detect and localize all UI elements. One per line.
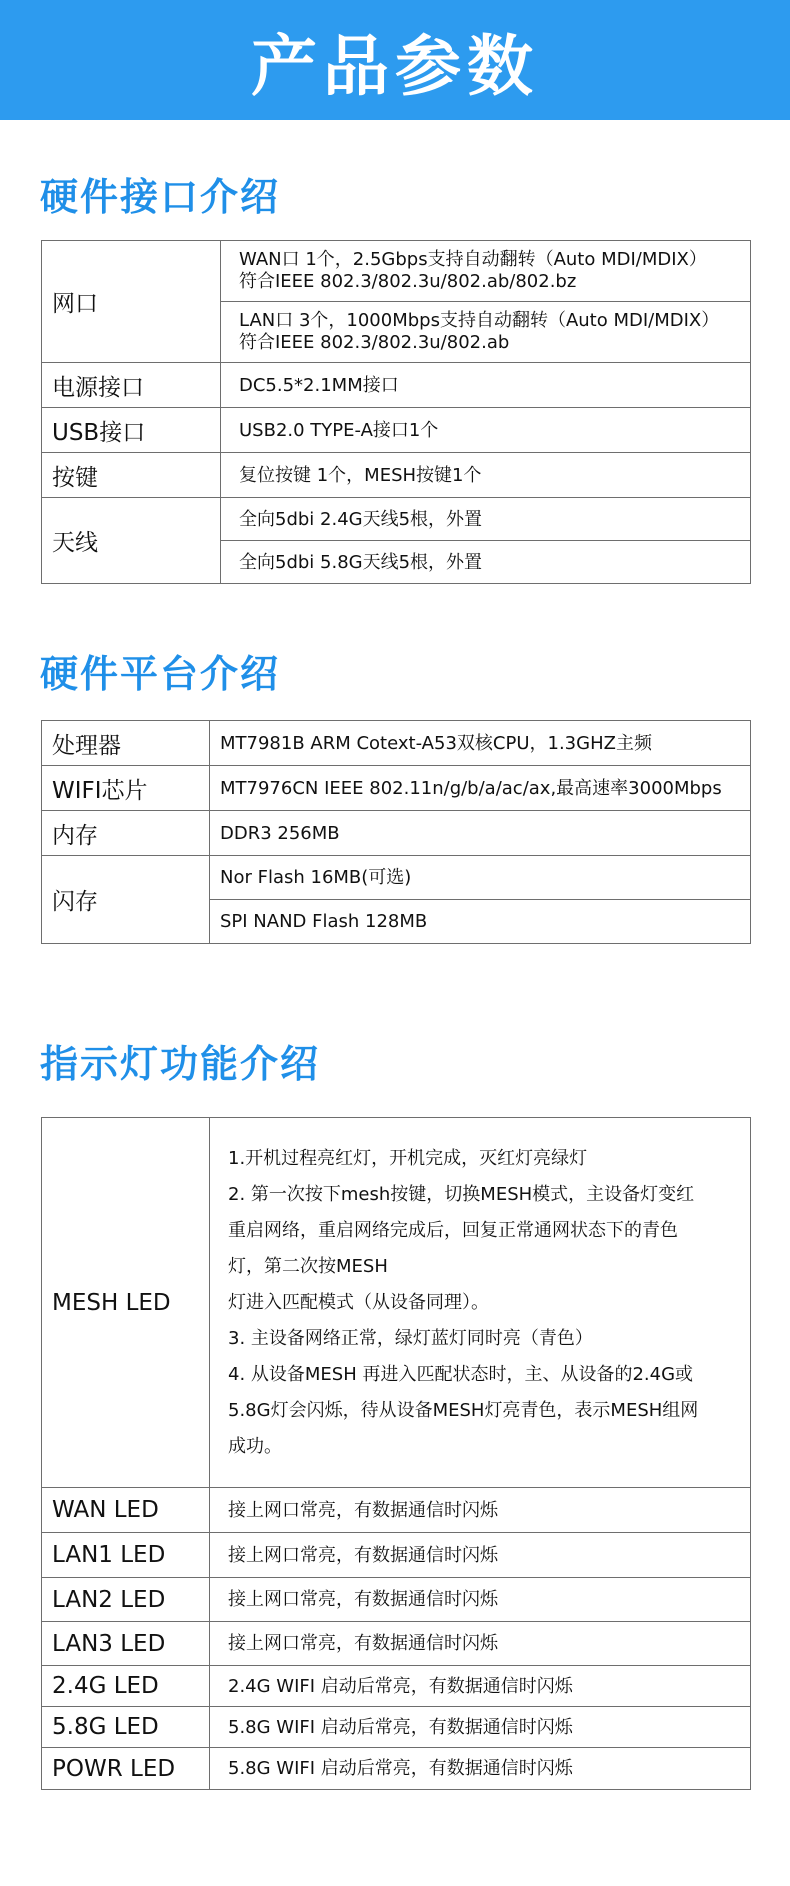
value-line: WAN口 1个，2.5Gbps支持自动翻转（Auto MDI/MDIX） [239, 249, 707, 270]
mesh-line: 2. 第一次按下mesh按键，切换MESH模式，主设备灯变红 [228, 1183, 695, 1205]
label-cell: WIFI芯片 [42, 766, 210, 811]
header-banner [0, 0, 790, 120]
table-row [42, 241, 751, 302]
label-cell: 闪存 [42, 856, 210, 944]
value-cell [221, 241, 751, 302]
section-title-hardware-platform: 硬件平台介绍 [40, 652, 281, 696]
mesh-line: 1.开机过程亮红灯，开机完成，灭红灯亮绿灯 [228, 1147, 588, 1169]
value-cell: 接上网口常亮，有数据通信时闪烁 [210, 1622, 751, 1666]
hardware-interface-table [41, 240, 751, 584]
table-row [42, 766, 751, 811]
table-row [42, 1488, 751, 1533]
page-title: 产品参数 [251, 27, 539, 105]
value-cell [221, 302, 751, 363]
table-row [42, 811, 751, 856]
label-cell: 5.8G LED [42, 1707, 210, 1748]
value-line: 符合IEEE 802.3/802.3u/802.ab/802.bz [239, 271, 577, 292]
value-cell: 2.4G WIFI 启动后常亮，有数据通信时闪烁 [210, 1666, 751, 1707]
value-cell: MT7981B ARM Cotext-A53双核CPU，1.3GHZ主频 [210, 721, 751, 766]
label-cell: 2.4G LED [42, 1666, 210, 1707]
table-row [42, 1622, 751, 1666]
label-cell: USB接口 [42, 408, 221, 453]
mesh-line: 成功。 [228, 1435, 282, 1457]
label-cell: LAN1 LED [42, 1533, 210, 1578]
table-row [42, 1578, 751, 1622]
mesh-line: 4. 从设备MESH 再进入匹配状态时，主、从设备的2.4G或 [228, 1363, 694, 1385]
mesh-line: 3. 主设备网络正常，绿灯蓝灯同时亮（青色） [228, 1327, 593, 1349]
table-row [42, 453, 751, 498]
label-cell: POWR LED [42, 1748, 210, 1790]
value-cell: 全向5dbi 2.4G天线5根，外置 [221, 498, 751, 541]
label-cell: 网口 [42, 241, 221, 363]
label-cell: MESH LED [42, 1118, 210, 1488]
value-cell: MT7976CN IEEE 802.11n/g/b/a/ac/ax,最高速率3000Mbps [210, 766, 751, 811]
table-row [42, 1118, 751, 1488]
value-cell: 复位按键 1个，MESH按键1个 [221, 453, 751, 498]
section-title-hardware-interface: 硬件接口介绍 [40, 175, 281, 219]
value-cell: DC5.5*2.1MM接口 [221, 363, 751, 408]
label-cell: 按键 [42, 453, 221, 498]
section-title-indicator: 指示灯功能介绍 [40, 1042, 321, 1086]
label-cell: 天线 [42, 498, 221, 584]
mesh-line: 重启网络，重启网络完成后，回复正常通网状态下的青色 [228, 1219, 678, 1241]
label-cell: LAN2 LED [42, 1578, 210, 1622]
mesh-line: 灯进入匹配模式（从设备同理）。 [228, 1291, 489, 1313]
value-line: LAN口 3个，1000Mbps支持自动翻转（Auto MDI/MDIX） [239, 310, 720, 331]
value-cell: 接上网口常亮，有数据通信时闪烁 [210, 1533, 751, 1578]
label-cell: WAN LED [42, 1488, 210, 1533]
value-cell: USB2.0 TYPE-A接口1个 [221, 408, 751, 453]
table-row [42, 1707, 751, 1748]
mesh-line: 5.8G灯会闪烁，待从设备MESH灯亮青色，表示MESH组网 [228, 1399, 699, 1421]
value-cell: 全向5dbi 5.8G天线5根，外置 [221, 541, 751, 584]
table-row [42, 498, 751, 541]
value-cell: 接上网口常亮，有数据通信时闪烁 [210, 1578, 751, 1622]
value-cell: 5.8G WIFI 启动后常亮，有数据通信时闪烁 [210, 1707, 751, 1748]
table-row [42, 721, 751, 766]
label-cell: 处理器 [42, 721, 210, 766]
value-cell: DDR3 256MB [210, 811, 751, 856]
value-cell: 5.8G WIFI 启动后常亮，有数据通信时闪烁 [210, 1748, 751, 1790]
table-row [42, 408, 751, 453]
mesh-description-cell [210, 1118, 751, 1488]
indicator-table [41, 1117, 751, 1790]
hardware-platform-table [41, 720, 751, 944]
value-cell: SPI NAND Flash 128MB [210, 900, 751, 944]
value-cell: 接上网口常亮，有数据通信时闪烁 [210, 1488, 751, 1533]
label-cell: 内存 [42, 811, 210, 856]
label-cell: 电源接口 [42, 363, 221, 408]
label-cell: LAN3 LED [42, 1622, 210, 1666]
value-line: 符合IEEE 802.3/802.3u/802.ab [239, 332, 510, 353]
table-row [42, 1666, 751, 1707]
mesh-line: 灯，第二次按MESH [228, 1255, 388, 1277]
table-row [42, 1533, 751, 1578]
table-row [42, 856, 751, 900]
table-row [42, 363, 751, 408]
table-row [42, 1748, 751, 1790]
value-cell: Nor Flash 16MB(可选) [210, 856, 751, 900]
